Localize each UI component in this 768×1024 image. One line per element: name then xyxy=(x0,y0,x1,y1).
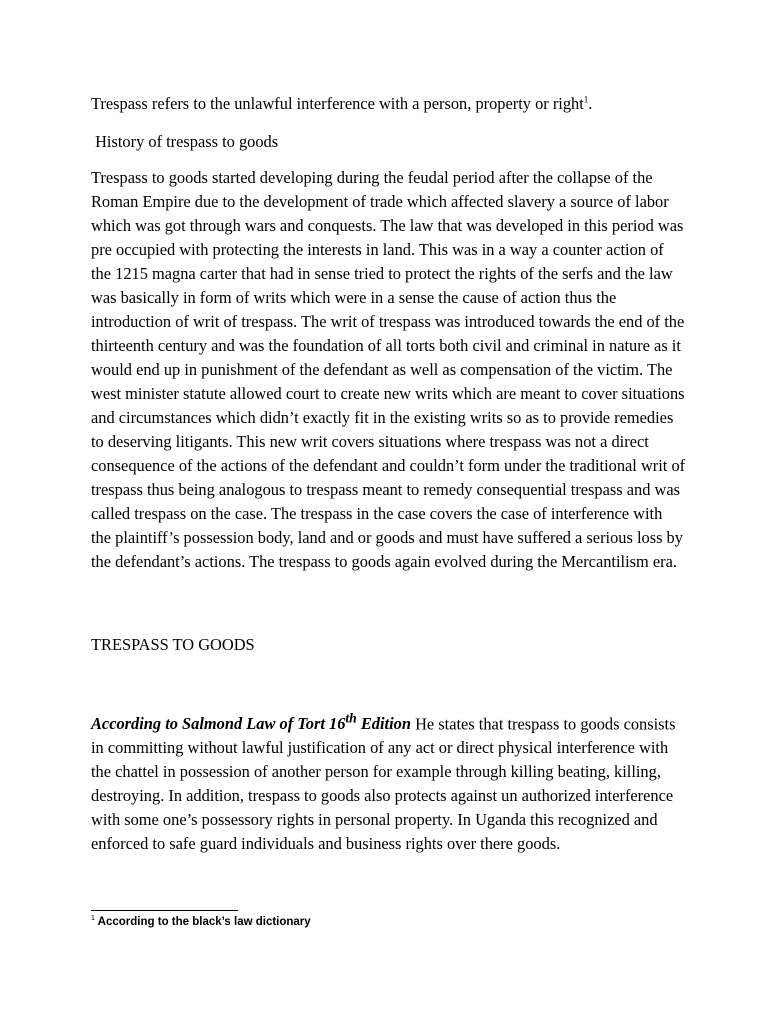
footnote-text: According to the black’s law dictionary xyxy=(94,916,311,928)
salmond-citation-edition: Edition xyxy=(356,714,411,734)
trespass-to-goods-heading: TRESPASS TO GOODS xyxy=(91,635,255,654)
footnote xyxy=(91,913,311,931)
intro-text: Trespass refers to the unlawful interference with a person, property or right xyxy=(91,94,584,113)
intro-end-punctuation: . xyxy=(588,94,593,113)
salmond-paragraph xyxy=(91,707,686,856)
salmond-citation xyxy=(91,711,411,734)
intro-paragraph xyxy=(91,92,691,116)
footnote-reference[interactable]: 1 xyxy=(583,94,589,105)
salmond-body-text: He states that trespass to goods consists in committing without lawful justification of any act or direct physical interference with the chattel in possession of another person for example through killing beating, killing, destroying. In addition, trespass to goods also protects against un authorized interference with some one’s possessory rights in personal property. In Uganda this recognized and enforced to safe guard individuals and business rights over there goods. xyxy=(91,714,676,854)
footnote-separator xyxy=(91,910,238,911)
edition-ordinal-suffix: th xyxy=(345,711,357,726)
footnote-number: 1 xyxy=(91,915,95,923)
salmond-citation-text: According to Salmond Law of Tort 16 xyxy=(91,714,346,734)
history-body-paragraph: Trespass to goods started developing during the feudal period after the collapse of the Roman Empire due to the development of trade which affected slavery a source of labor which was got through wars and conquests. The law that was developed in this period was pre occupied with protecting the interests in land. This was in a way a counter action of the 1215 magna carter that had in sense tried to protect the rights of the serfs and the law was basically in form of writs which were in a sense the cause of action thus the introduction of writ of trespass. The writ of trespass was introduced towards the end of the thirteenth century and was the foundation of all torts both civil and criminal in nature as it would end up in punishment of the defendant as well as compensation of the victim. The west minister statute allowed court to create new writs which are meant to cover situations and circumstances which didn’t exactly fit in the existing writs so as to provide remedies to deserving litigants. This new writ covers situations where trespass was not a direct consequence of the actions of the defendant and couldn’t form under the traditional writ of trespass thus being analogous to trespass meant to remedy consequential trespass and was called trespass on the case. The trespass in the case covers the case of interference with the plaintiff’s possession body, land and or goods and must have suffered a serious loss by the defendant’s actions. The trespass to goods again evolved during the Mercantilism era. xyxy=(91,168,686,571)
history-heading: History of trespass to goods xyxy=(91,132,279,151)
